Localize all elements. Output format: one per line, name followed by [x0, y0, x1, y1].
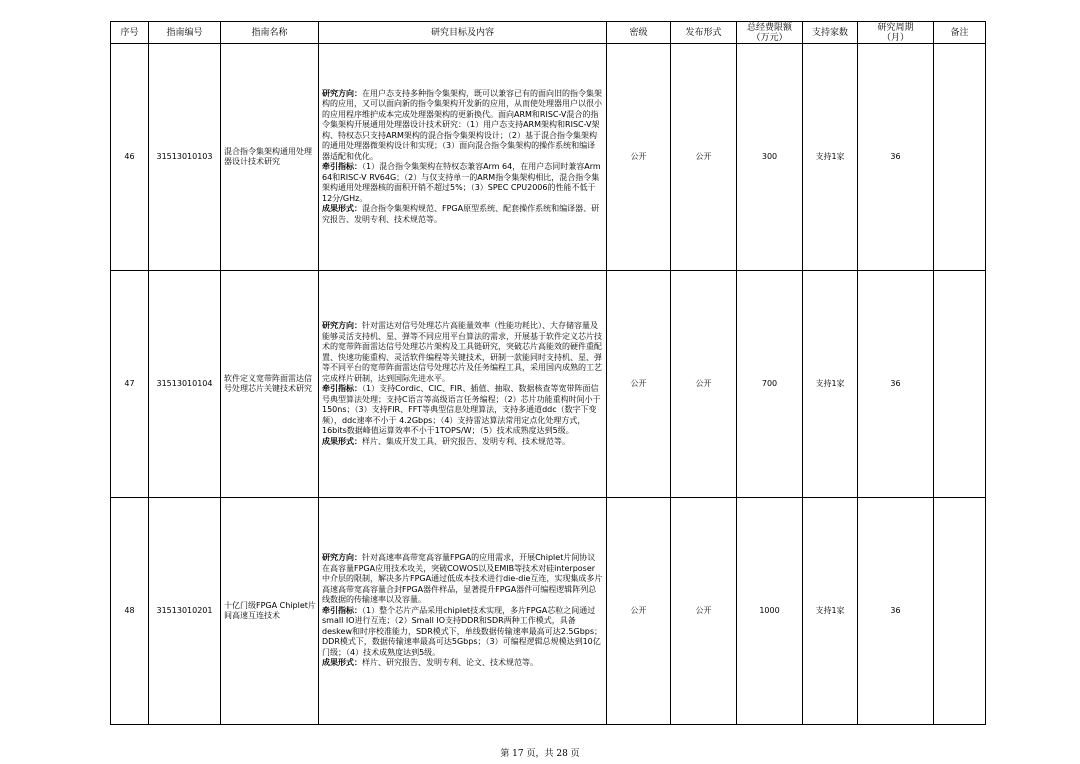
cell-publish: 公开 — [671, 44, 737, 271]
cell-index: 47 — [111, 271, 149, 498]
cell-name: 软件定义宽带阵面雷达信号处理芯片关键技术研究 — [221, 271, 319, 498]
cell-publish: 公开 — [671, 498, 737, 725]
cell-budget: 700 — [737, 271, 803, 498]
cell-index: 48 — [111, 498, 149, 725]
header-remark: 备注 — [934, 22, 986, 44]
cell-index: 46 — [111, 44, 149, 271]
output-text: 混合指令集架构规范、FPGA原型系统、配套操作系统和编译器、研究报告、发明专利、技术规范等。 — [322, 204, 600, 224]
header-row — [111, 22, 986, 44]
cell-period: 36 — [858, 271, 934, 498]
cell-secrecy: 公开 — [607, 498, 671, 725]
guide-table — [110, 21, 986, 725]
direction-label: 研究方向： — [322, 321, 362, 330]
indicator-label: 牵引指标： — [322, 384, 362, 393]
indicator-text: （1）整个芯片产品采用chiplet技术实现，多片FPGA芯粒之间通过small IO进行互连；（2）Small IO支持DDR和SDR两种工作模式，具备deskew和时序校准能力，SDR模式下，单线数据传输速率最高可达2.5Gbps；DDR模式下，数据传输速率最高可达5Gbps；（3）可编程逻辑总规模达到10亿门级；（4）技术成熟度达到5级。 — [322, 605, 603, 657]
indicator-paragraph — [322, 606, 603, 659]
direction-text: 针对高速率高带宽高容量FPGA的应用需求，开展Chiplet片间协议在高容量FPGA应用技术攻关，突破COWOS以及EMIB等技术对硅interposer中介层的限制，解决多片FPGA通过低成本技术进行die-die互连，实现集成多片高速高带宽高容量合封FPGA器件样品，显著提升FPGA器件可编程逻辑阵列总线数据的传输速率以及容量。 — [322, 553, 603, 605]
cell-name: 十亿门级FPGA Chiplet片间高速互连技术 — [221, 498, 319, 725]
cell-publish: 公开 — [671, 271, 737, 498]
cell-content — [319, 44, 607, 271]
indicator-paragraph — [322, 162, 603, 204]
cell-remark — [934, 498, 986, 725]
header-name: 指南名称 — [221, 22, 319, 44]
header-code: 指南编号 — [149, 22, 221, 44]
indicator-paragraph — [322, 384, 603, 437]
page-number-footer: 第 17 页，共 28 页 — [500, 749, 580, 759]
output-label: 成果形式： — [322, 658, 362, 668]
cell-secrecy: 公开 — [607, 44, 671, 271]
output-paragraph — [322, 437, 603, 448]
header-period-line1: 研究周期 — [877, 22, 914, 33]
cell-code: 31513010103 — [149, 44, 221, 271]
output-label: 成果形式： — [322, 436, 362, 446]
cell-period: 36 — [858, 44, 934, 271]
header-index: 序号 — [111, 22, 149, 44]
cell-code: 31513010201 — [149, 498, 221, 725]
direction-label: 研究方向： — [322, 553, 362, 563]
cell-budget: 300 — [737, 44, 803, 271]
cell-remark — [934, 271, 986, 498]
table-row — [111, 498, 986, 725]
indicator-text: （1）混合指令集架构在特权态兼容Arm 64，在用户态同时兼容Arm 64和RISC-V RV64G；（2）与仅支持单一的ARM指令集架构相比，混合指令集架构通用处理器核的面积开销不超过5%；（3）SPEC CPU2006的性能不低于12分/GHz。 — [322, 162, 601, 203]
header-period-line2: （月） — [881, 32, 909, 43]
cell-name: 混合指令集架构通用处理器设计技术研究 — [221, 44, 319, 271]
direction-label: 研究方向： — [322, 88, 362, 98]
header-budget-line1: 总经费限额 — [746, 22, 792, 33]
direction-paragraph — [322, 321, 603, 384]
direction-text: 针对雷达对信号处理芯片高能量效率（性能功耗比）、大存储容量及能够灵活支持机、星、弹等不同应用平台算法的需求，开展基于软件定义芯片技术的宽带阵面雷达信号处理芯片架构及工具链研究，突破芯片高能效的硬件重配置、快速功能重构、灵活软件编程等关键技术，研制一款能同时支持机、星、弹等不同平台的宽带阵面雷达信号处理芯片及任务编程工具，采用国内成熟的工艺完成样片研制，达到国际先进水平。 — [322, 321, 602, 383]
output-text: 样片、集成开发工具、研究报告、发明专利、技术规范等。 — [362, 436, 570, 446]
cell-budget: 1000 — [737, 498, 803, 725]
direction-text: 在用户态支持多种指令集架构，既可以兼容已有的面向旧的指令集架构的应用，又可以面向新的指令集架构开发新的应用，从而使处理器用户以很小的应用程序维护成本完成处理器架构的更新换代。面向ARM和RISC-V混合的指令集架构开展通用处理器设计技术研究：（1）用户态支持ARM架构和RISC-V架构、特权态只支持ARM架构的混合指令集架构设计；（2）基于混合指令集架构的通用处理器微架构设计和实现；（3）面向混合指令集架构的操作系统和编译器适配和优化。 — [322, 88, 602, 161]
header-content: 研究目标及内容 — [319, 22, 607, 44]
cell-support: 支持1家 — [803, 44, 858, 271]
header-publish: 发布形式 — [671, 22, 737, 44]
output-label: 成果形式： — [322, 204, 362, 214]
cell-period: 36 — [858, 498, 934, 725]
cell-remark — [934, 44, 986, 271]
header-secrecy: 密级 — [607, 22, 671, 44]
table-row — [111, 271, 986, 498]
cell-support: 支持1家 — [803, 271, 858, 498]
output-text: 样片、研究报告、发明专利、论文、技术规范等。 — [362, 658, 538, 668]
cell-support: 支持1家 — [803, 498, 858, 725]
cell-content — [319, 498, 607, 725]
indicator-label: 牵引指标： — [322, 162, 362, 172]
indicator-label: 牵引指标： — [322, 605, 362, 615]
table-row — [111, 44, 986, 271]
header-budget-line2: （万元） — [751, 32, 788, 43]
cell-content — [319, 271, 607, 498]
header-support: 支持家数 — [803, 22, 858, 44]
direction-paragraph — [322, 89, 603, 163]
cell-secrecy: 公开 — [607, 271, 671, 498]
header-period — [858, 22, 934, 44]
indicator-text: （1）支持Cordic、CIC、FIR、插值、抽取、数据核查等宽带阵面信号典型算法处理；支持C语言等高级语言任务编程；（2）芯片功能重构时间小于150ns；（3）支持FIR、FFT等典型信息处理算法，支持多通道ddc（数字下变频），ddc速率不小于 4.2Gbps；（4）支持雷达算法常用定点化处理方式，16bits数据峰值运算效率不小于1TOPS/W；（5）技术成熟度达到5级。 — [322, 384, 601, 435]
direction-paragraph — [322, 553, 603, 606]
header-budget — [737, 22, 803, 44]
cell-code: 31513010104 — [149, 271, 221, 498]
output-paragraph — [322, 204, 603, 225]
output-paragraph — [322, 658, 603, 669]
